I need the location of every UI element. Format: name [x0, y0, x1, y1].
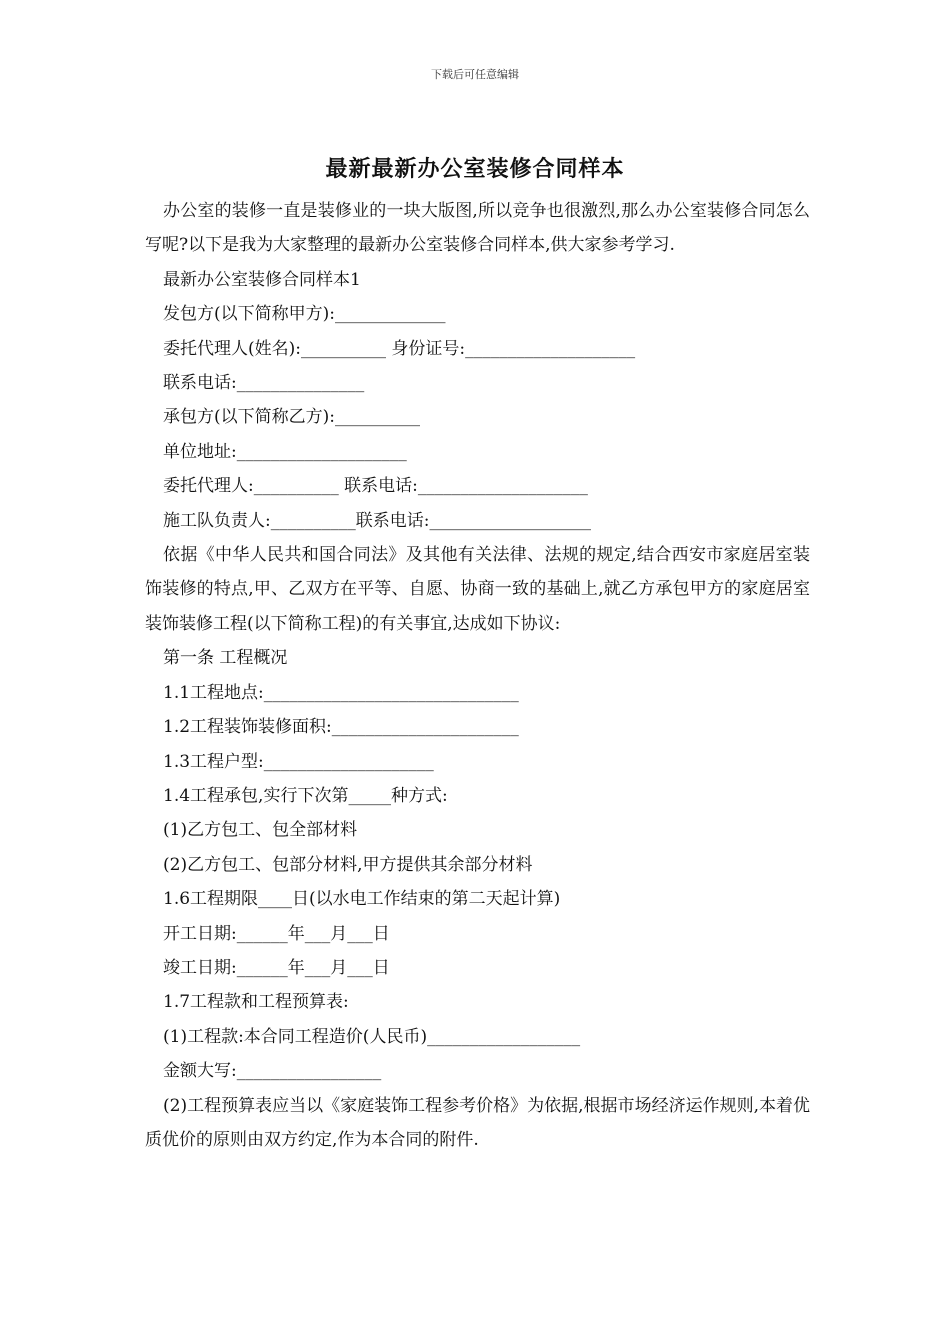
- agent-b-line: 委托代理人:__________ 联系电话:____________________: [163, 476, 588, 497]
- item-1-4: 1.4工程承包,实行下次第_____种方式:: [163, 785, 448, 806]
- party-a-line: 发包方(以下简称甲方):_____________: [163, 304, 446, 325]
- intro-paragraph: 办公室的装修一直是装修业的一块大版图,所以竞争也很激烈,那么办公室装修合同怎么写呢?以下是我为大家整理的最新办公室装修合同样本,供大家参考学习.: [145, 201, 810, 256]
- header-note: 下载后可任意编辑: [431, 68, 519, 81]
- item-1-1: 1.1工程地点:______________________________: [163, 682, 519, 703]
- agent-a-line: 委托代理人(姓名):__________ 身份证号:____________________: [163, 338, 636, 359]
- item-1-3: 1.3工程户型:____________________: [163, 751, 434, 772]
- end-date-line: 竣工日期:______年___月___日: [163, 957, 390, 978]
- address-line: 单位地址:____________________: [163, 441, 407, 462]
- item-1-2: 1.2工程装饰装修面积:______________________: [163, 717, 519, 738]
- document-body: [145, 194, 810, 1157]
- item-1-7: 1.7工程款和工程预算表:: [163, 992, 349, 1013]
- basis-paragraph: 依据《中华人民共和国合同法》及其他有关法律、法规的规定,结合西安市家庭居室装饰装修的特点,甲、乙双方在平等、自愿、协商一致的基础上,就乙方承包甲方的家庭居室装饰装修工程(以下简称工程)的有关事宜,达成如下协议:: [145, 545, 810, 634]
- sample-heading: 最新办公室装修合同样本1: [163, 269, 361, 290]
- item-1-6: 1.6工程期限____日(以水电工作结束的第二天起计算): [163, 889, 561, 910]
- price-line: (1)工程款:本合同工程造价(人民币)__________________: [163, 1026, 581, 1047]
- amount-line: 金额大写:_________________: [163, 1061, 382, 1082]
- team-lead-line: 施工队负责人:__________联系电话:___________________: [163, 510, 591, 531]
- article-1-heading: 第一条 工程概况: [163, 648, 288, 669]
- budget-paragraph: (2)工程预算表应当以《家庭装饰工程参考价格》为依据,根据市场经济运作规则,本着优质优价的原则由双方约定,作为本合同的附件.: [145, 1095, 810, 1150]
- option-1: (1)乙方包工、包全部材料: [163, 820, 358, 841]
- phone-a-line: 联系电话:_______________: [163, 373, 365, 394]
- start-date-line: 开工日期:______年___月___日: [163, 923, 390, 944]
- party-b-line: 承包方(以下简称乙方):__________: [163, 407, 420, 428]
- option-2: (2)乙方包工、包部分材料,甲方提供其余部分材料: [163, 854, 533, 875]
- document-title: 最新最新办公室装修合同样本: [325, 156, 625, 182]
